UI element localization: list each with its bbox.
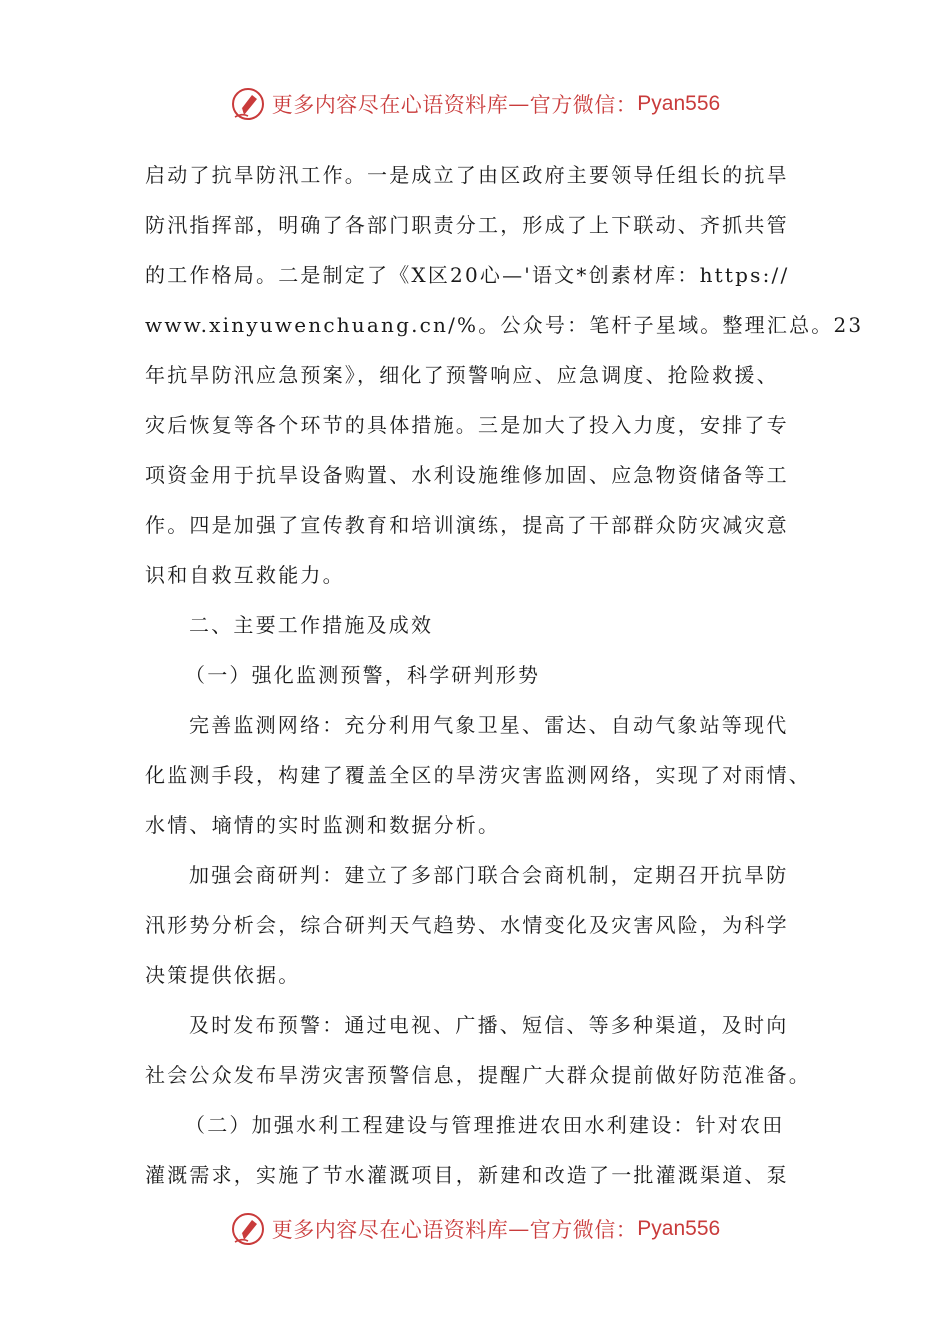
subsection-heading: （二）加强水利工程建设与管理推进农田水利建设：针对农田 [185,1113,785,1137]
text-line: 社会公众发布旱涝灾害预警信息，提醒广大群众提前做好防范准备。 [145,1063,811,1087]
text-line: 加强会商研判：建立了多部门联合会商机制，定期召开抗旱防 [189,863,789,887]
text-line: 灌溉需求，实施了节水灌溉项目，新建和改造了一批灌溉渠道、泵 [145,1163,789,1187]
text-line: 化监测手段，构建了覆盖全区的旱涝灾害监测网络，实现了对雨情、 [145,763,811,787]
text-line: 年抗旱防汛应急预案》，细化了预警响应、应急调度、抢险救援、 [145,363,779,387]
watermark-label: 官方微信： [529,1218,638,1242]
watermark-dash: — [508,92,530,116]
text-line: 识和自救互救能力。 [145,563,345,587]
text-line: 防汛指挥部，明确了各部门职责分工，形成了上下联动、齐抓共管 [145,213,789,237]
header-watermark [0,84,950,124]
document-body [145,150,864,1200]
pen-logo-icon [230,86,266,122]
text-line: 完善监测网络：充分利用气象卫星、雷达、自动气象站等现代 [189,713,789,737]
text-line: 水情、墒情的实时监测和数据分析。 [145,813,501,837]
text-line: 作。四是加强了宣传教育和培训演练，提高了干部群众防灾减灾意 [145,513,789,537]
footer-watermark [0,1209,950,1249]
section-heading: 二、主要工作措施及成效 [189,613,434,637]
subsection-heading: （一）强化监测预警，科学研判形势 [185,663,541,687]
text-line: 启动了抗旱防汛工作。一是成立了由区政府主要领导任组长的抗旱 [145,163,789,187]
watermark-label: 官方微信： [529,93,638,117]
pen-logo-icon [230,1211,266,1247]
text-line: 及时发布预警：通过电视、广播、短信、等多种渠道，及时向 [189,1013,789,1037]
watermark-brand: 更多内容尽在心语资料库 [271,93,509,117]
watermark-wechat-id: Pyan556 [637,1217,721,1240]
text-line: www.xinyuwenchuang.cn/%。公众号：笔杆子星域。整理汇总。23 [145,313,864,337]
watermark-brand: 更多内容尽在心语资料库 [271,1218,509,1242]
watermark-wechat-id: Pyan556 [637,92,721,115]
text-line: 的工作格局。二是制定了《X区20心—'语文*创素材库：https:// [145,263,790,287]
text-line: 决策提供依据。 [145,963,301,987]
text-line: 汛形势分析会，综合研判天气趋势、水情变化及灾害风险，为科学 [145,913,789,937]
watermark-dash: — [508,1217,530,1241]
text-line: 灾后恢复等各个环节的具体措施。三是加大了投入力度，安排了专 [145,413,789,437]
text-line: 项资金用于抗旱设备购置、水利设施维修加固、应急物资储备等工 [145,463,789,487]
